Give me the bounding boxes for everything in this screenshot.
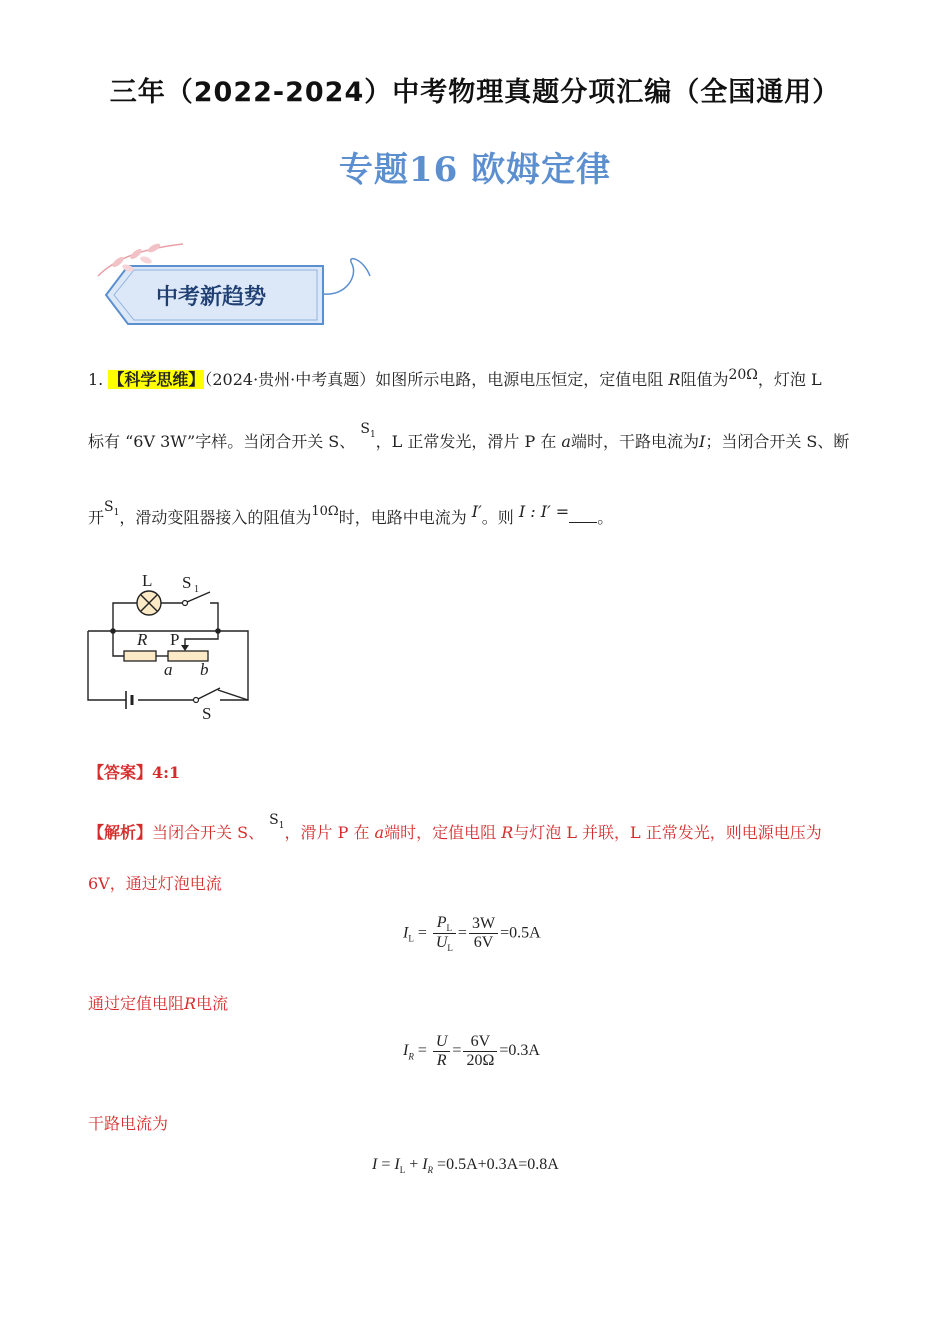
label-S1: S: [182, 573, 192, 592]
circuit-diagram: [80, 565, 270, 725]
answer-value: 4:1: [152, 763, 181, 782]
svg-text:1: 1: [194, 584, 199, 595]
label-S: S: [202, 704, 212, 723]
answer-line: [88, 760, 180, 783]
analysis-line-1: 【解析】当闭合开关 S、 $S_1$，滑片 P 在 a端时，定值电阻 R与灯泡 L 并联，L 正常发光，则电源电压为: [88, 812, 822, 842]
ratio-expression: I : I′ =: [518, 502, 570, 521]
resistor-icon: [124, 651, 156, 661]
analysis-line-2: 6V，通过灯泡电流: [88, 874, 222, 893]
analysis-line-4: 干路电流为: [88, 1114, 169, 1133]
label-P: P: [170, 630, 180, 649]
wire: [88, 631, 126, 700]
question-line-1: 1. 【科学思维】（2024·贵州·中考真题）如图所示电路，电源电压恒定，定值电阻 R阻值为20Ω，灯泡 L: [88, 367, 822, 389]
question-line-2: 标有 “6V 3W”字样。当闭合开关 S、 $S_1$，L 正常发光，滑片 P 在 a端时，干路电流为I；当闭合开关 S、断: [88, 421, 850, 451]
banner-label: 中考新趋势: [156, 285, 267, 310]
document-title: 三年（2022-2024）中考物理真题分项汇编（全国通用）: [109, 77, 841, 108]
switch-s1-icon: [183, 601, 188, 606]
label-L: L: [142, 571, 153, 590]
analysis-line-3: 通过定值电阻R电流: [88, 994, 229, 1013]
analysis-label: 【解析】: [88, 823, 153, 842]
topic-title: 专题16 欧姆定律: [338, 150, 612, 190]
section-banner: [88, 236, 388, 336]
label-b: b: [200, 660, 209, 679]
answer-blank: [569, 508, 597, 523]
label-R: R: [137, 630, 148, 649]
formula-total-current: $I = I_L + I_R =0.5A+0.3A=0.8A$: [372, 1156, 559, 1176]
question-line-3: 开$S_1$，滑动变阻器接入的阻值为$^{10\Omega}$时，电路中电流为 I′。则 I : I′ = 。: [88, 499, 614, 527]
question-source: （2024·贵州·中考真题）: [204, 370, 376, 389]
s1-symbol: $S_1$: [360, 421, 376, 440]
question-tag: 【科学思维】: [108, 370, 205, 389]
formula-resistor-current: $I_R$ = $\frac{U}{R}$ = $\frac{6V}{20\Omega}$ =0.3A: [403, 1033, 540, 1069]
question-number: 1.: [88, 370, 104, 389]
formula-lamp-current: $I_L$ = $\frac{P_L}{U_L}$ = $\frac{3W}{6V}$ =0.5A: [403, 914, 541, 954]
answer-label: 【答案】: [88, 763, 153, 782]
label-a: a: [164, 660, 173, 679]
switch-s-icon: [194, 698, 199, 703]
